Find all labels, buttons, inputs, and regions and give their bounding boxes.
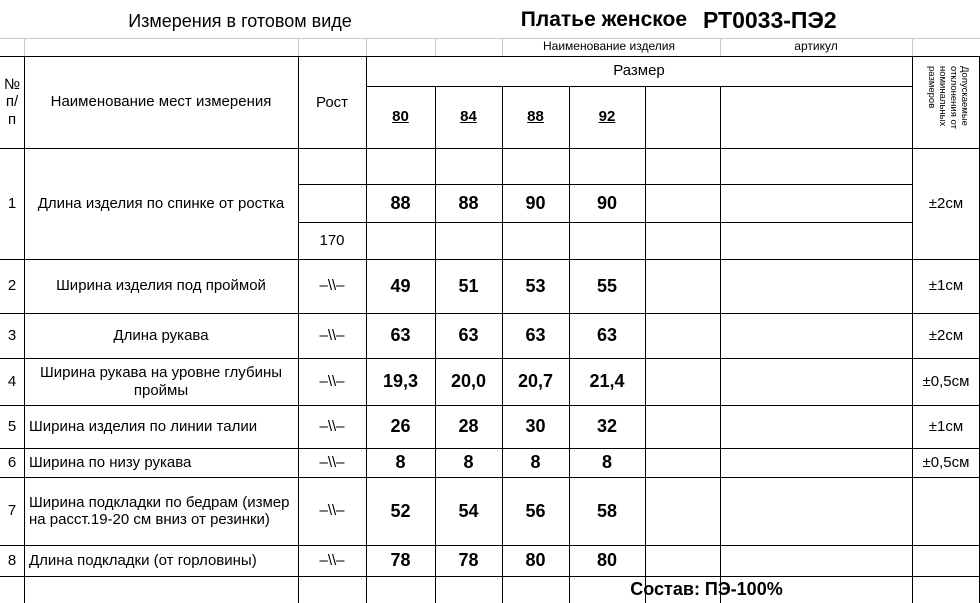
size-88: 88: [527, 108, 544, 126]
row-height: 170: [319, 231, 345, 249]
grid-line: [0, 38, 980, 39]
header-height: Рост: [315, 94, 349, 111]
grid-line: [366, 56, 367, 603]
header-tolerance: [926, 66, 970, 150]
grid-line: [366, 38, 367, 56]
grid-line: [645, 86, 646, 603]
row-number: 1: [7, 194, 17, 212]
row-tolerance: [912, 477, 980, 545]
row-value: 88: [390, 192, 411, 213]
header-size-group: Размер: [613, 62, 665, 80]
grid-line: [366, 86, 912, 87]
row-value: 90: [525, 192, 546, 213]
row-value: 55: [596, 275, 618, 296]
grid-line: [912, 56, 913, 603]
row-value: 32: [596, 416, 618, 437]
row-measure-name: Длина рукава: [113, 326, 209, 344]
row-value: 8: [395, 452, 406, 473]
row-value: 63: [390, 325, 411, 346]
row-number: 8: [7, 551, 17, 569]
row-height: –\\–: [319, 453, 345, 471]
row-value: 19,3: [382, 371, 419, 392]
sheet-subtitle: Измерения в готовом виде: [128, 10, 352, 31]
row-height: –\\–: [319, 417, 345, 435]
grid-line: [912, 38, 913, 56]
row-measure-name: Ширина подкладки по бедрам (измер на расст.19-20 см вниз от резинки): [29, 493, 290, 528]
row-value: 56: [525, 500, 546, 521]
row-number: 4: [7, 372, 17, 390]
row-height: –\\–: [319, 551, 345, 569]
header-number: № п/п: [3, 76, 21, 128]
row-height: –\\–: [319, 277, 345, 295]
product-name: Платье женское: [520, 7, 687, 31]
grid-line: [0, 259, 980, 260]
article-caption: артикул: [794, 39, 838, 54]
grid-line: [0, 576, 980, 577]
row-tolerance: ±0,5см: [922, 453, 970, 471]
row-height: –\\–: [319, 372, 345, 390]
grid-line: [0, 448, 980, 449]
row-value: 63: [458, 325, 479, 346]
row-value: 90: [596, 192, 618, 213]
grid-line: [0, 56, 980, 57]
row-number: 3: [7, 326, 17, 344]
grid-line: [0, 477, 980, 478]
row-tolerance: ±2см: [928, 326, 964, 344]
row-value: 28: [458, 416, 479, 437]
row-value: 54: [458, 500, 479, 521]
row-number: 6: [7, 453, 17, 471]
row-height: –\\–: [319, 326, 345, 344]
row-tolerance: ±1см: [928, 417, 964, 435]
row-value: 20,7: [517, 371, 554, 392]
size-92: 92: [598, 108, 616, 126]
row-value: 26: [390, 416, 411, 437]
grid-line: [435, 86, 436, 603]
grid-line: [0, 405, 980, 406]
row-measure-name: Ширина по низу рукава: [29, 453, 192, 471]
row-height: –\\–: [319, 502, 345, 520]
row-value: 49: [390, 275, 411, 296]
row-value: 53: [525, 275, 546, 296]
row-value: 21,4: [589, 371, 625, 392]
row-tolerance: ±2см: [928, 194, 964, 212]
row-value: 30: [525, 416, 546, 437]
grid-line: [0, 545, 980, 546]
row-measure-name: Длина изделия по спинке от ростка: [37, 194, 285, 212]
row-measure-name: Длина подкладки (от горловины): [29, 551, 257, 569]
row-tolerance: [912, 545, 980, 576]
grid-line: [0, 358, 980, 359]
row-value: 58: [596, 500, 618, 521]
header-tolerance-text: Допускаемые отклонения от номинальных размеров: [926, 66, 970, 129]
row-measure-name: Ширина рукава на уровне глубины проймы: [39, 364, 283, 399]
grid-line: [0, 313, 980, 314]
row-value: 63: [525, 325, 546, 346]
header-measure-place: Наименование мест измерения: [50, 93, 272, 111]
grid-line: [720, 86, 721, 603]
grid-line: [720, 38, 721, 56]
grid-line: [502, 38, 503, 56]
row-measure-name: Ширина изделия под проймой: [56, 277, 266, 295]
grid-line: [298, 184, 912, 185]
row-value: 8: [601, 452, 612, 473]
composition: Состав: ПЭ-100%: [630, 579, 783, 600]
grid-line: [298, 56, 299, 603]
row-value: 80: [596, 550, 618, 571]
grid-line: [298, 38, 299, 56]
row-value: 51: [458, 275, 479, 296]
row-value: 52: [390, 500, 411, 521]
grid-line: [24, 56, 25, 603]
row-number: 5: [7, 417, 17, 435]
row-measure-name: Ширина изделия по линии талии: [29, 417, 258, 435]
row-value: 78: [458, 550, 479, 571]
row-value: 88: [458, 192, 479, 213]
grid-line: [0, 148, 980, 149]
grid-line: [502, 86, 503, 603]
row-value: 63: [596, 325, 618, 346]
row-value: 80: [525, 550, 546, 571]
row-value: 8: [463, 452, 474, 473]
row-tolerance: ±0,5см: [922, 372, 970, 390]
article-number: РТ0033-ПЭ2: [703, 6, 837, 33]
row-number: 2: [7, 277, 17, 295]
row-value: 20,0: [450, 371, 487, 392]
row-value: 8: [530, 452, 541, 473]
row-number: 7: [7, 502, 17, 520]
row-value: 78: [390, 550, 411, 571]
size-84: 84: [460, 108, 477, 126]
size-80: 80: [392, 108, 409, 126]
grid-line: [298, 222, 912, 223]
grid-line: [569, 86, 570, 603]
grid-line: [24, 38, 25, 56]
product-name-caption: Наименование изделия: [543, 39, 675, 54]
grid-line: [435, 38, 436, 56]
row-tolerance: ±1см: [928, 277, 964, 295]
